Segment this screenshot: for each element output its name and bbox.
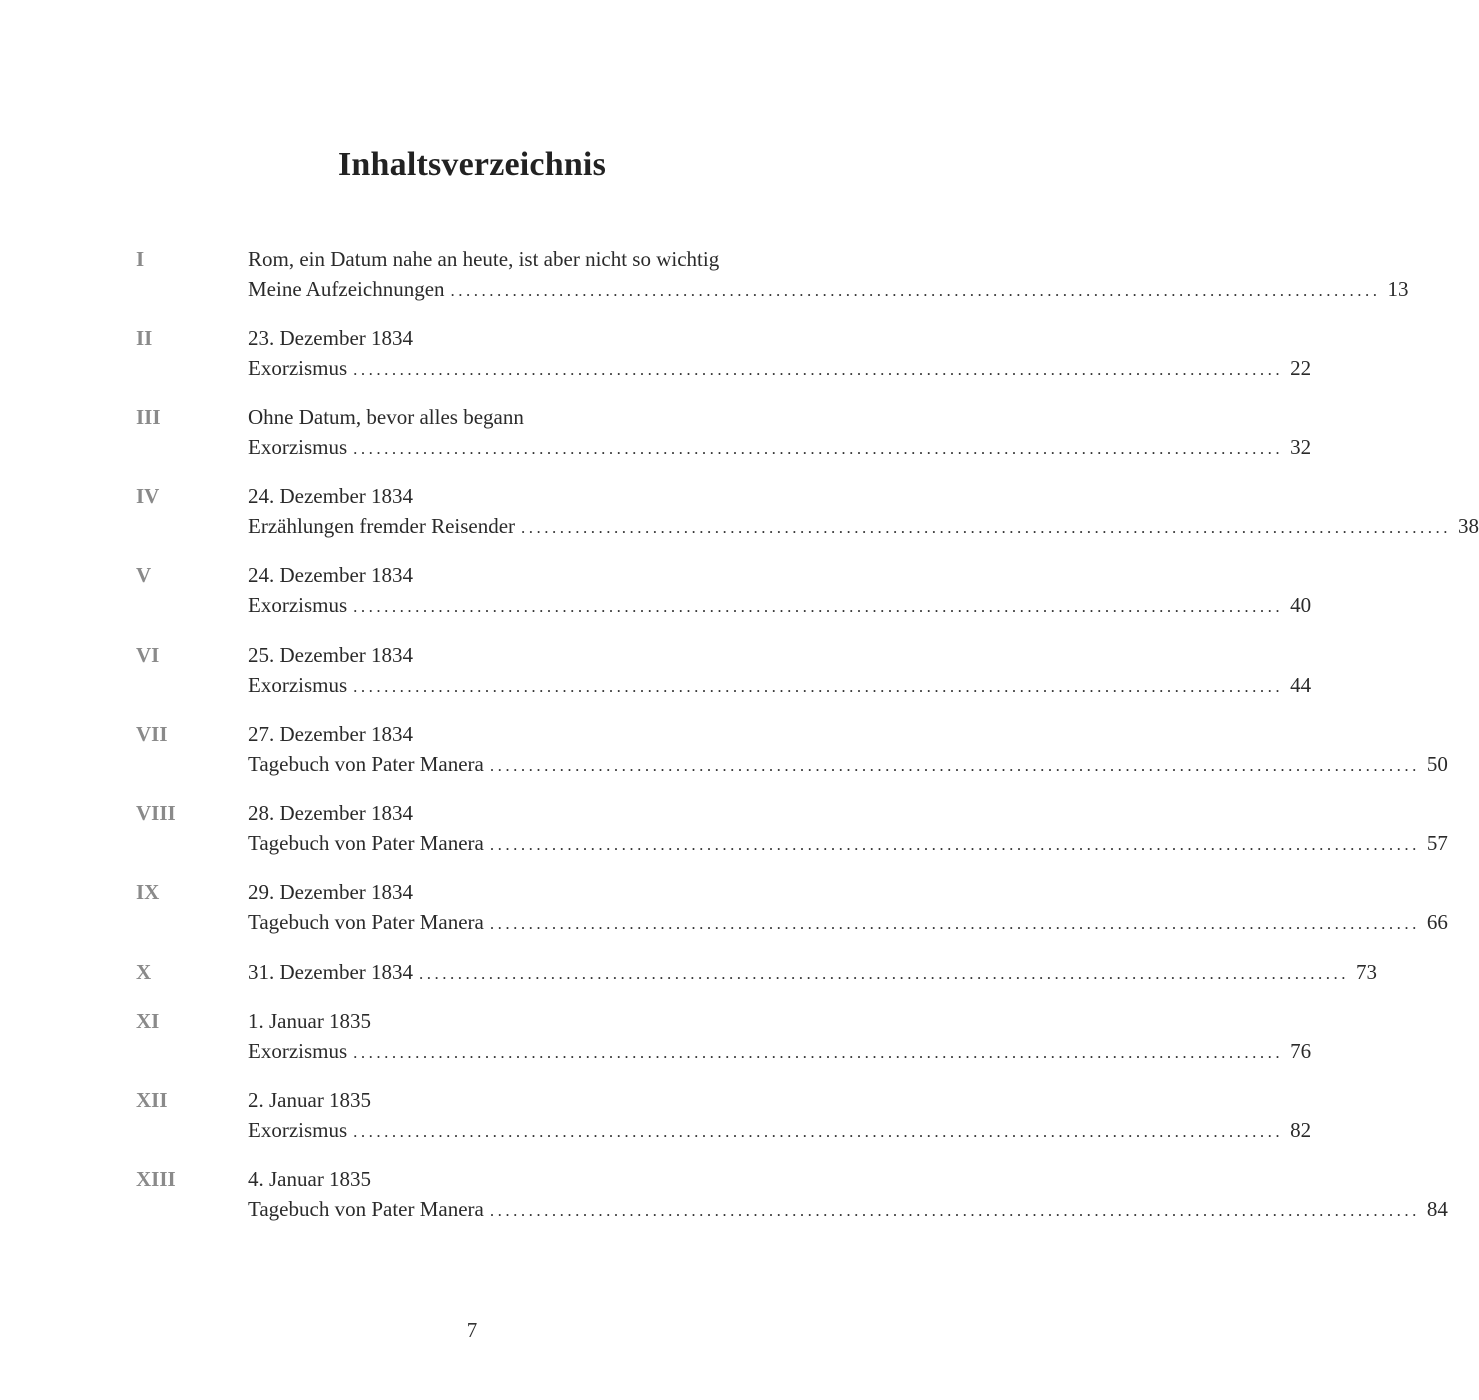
page-number: 66	[1426, 910, 1448, 934]
chapter-subtitle: Exorzismus	[248, 356, 348, 380]
chapter-subtitle: Exorzismus	[248, 435, 348, 459]
chapter-numeral: II	[136, 326, 153, 350]
chapter-subtitle-line	[248, 1194, 1448, 1224]
dot-leader: ........................................................................................................................	[353, 677, 1284, 696]
dot-leader: ........................................................................................................................	[489, 835, 1420, 854]
chapter-subtitle: Erzählungen fremder Reisender	[248, 514, 516, 538]
dot-leader: ........................................................................................................................	[353, 439, 1284, 458]
chapter-heading: 25. Dezember 1834	[248, 643, 414, 667]
chapter-heading: 24. Dezember 1834	[248, 563, 414, 587]
page-number: 57	[1426, 831, 1448, 855]
chapter-numeral: XII	[136, 1088, 168, 1112]
chapter-heading: 27. Dezember 1834	[248, 722, 414, 746]
chapter-subtitle: Exorzismus	[248, 593, 348, 617]
chapter-heading: 28. Dezember 1834	[248, 801, 414, 825]
chapter-subtitle-line	[248, 1036, 1312, 1066]
chapter-heading: 2. Januar 1835	[248, 1088, 372, 1112]
chapter-numeral: XIII	[136, 1167, 176, 1191]
footer-page-number: 7	[466, 1318, 478, 1342]
page-number: 73	[1356, 960, 1378, 984]
dot-leader: ........................................................................................................................	[419, 964, 1350, 983]
chapter-numeral: VI	[136, 643, 160, 667]
dot-leader: ........................................................................................................................	[489, 914, 1420, 933]
chapter-subtitle-line	[248, 511, 1479, 541]
page-number: 40	[1290, 593, 1312, 617]
chapter-subtitle: Tagebuch von Pater Manera	[248, 1197, 484, 1221]
chapter-numeral: I	[136, 247, 145, 271]
chapter-subtitle-line	[248, 957, 1378, 987]
chapter-numeral: VII	[136, 722, 168, 746]
dot-leader: ........................................................................................................................	[489, 756, 1420, 775]
dot-leader: ........................................................................................................................	[353, 1122, 1284, 1141]
chapter-heading: 24. Dezember 1834	[248, 484, 414, 508]
page-number: 13	[1387, 277, 1409, 301]
chapter-subtitle: 31. Dezember 1834	[248, 960, 414, 984]
page-number: 38	[1458, 514, 1479, 538]
chapter-numeral: VIII	[136, 801, 176, 825]
chapter-subtitle: Tagebuch von Pater Manera	[248, 910, 484, 934]
chapter-subtitle-line	[248, 670, 1312, 700]
page-number: 22	[1290, 356, 1312, 380]
page-title: Inhaltsverzeichnis	[337, 146, 607, 183]
dot-leader: ........................................................................................................................	[353, 597, 1284, 616]
page-number: 50	[1426, 752, 1448, 776]
chapter-subtitle: Meine Aufzeichnungen	[248, 277, 445, 301]
page-number: 82	[1290, 1118, 1312, 1142]
dot-leader: ........................................................................................................................	[450, 281, 1381, 300]
chapter-subtitle: Tagebuch von Pater Manera	[248, 831, 484, 855]
chapter-subtitle-line	[248, 749, 1448, 779]
dot-leader: ........................................................................................................................	[489, 1201, 1420, 1220]
chapter-heading: 1. Januar 1835	[248, 1009, 372, 1033]
chapter-heading: Rom, ein Datum nahe an heute, ist aber nicht so wichtig	[248, 247, 720, 271]
chapter-numeral: III	[136, 405, 161, 429]
chapter-heading: 4. Januar 1835	[248, 1167, 372, 1191]
chapter-numeral: X	[136, 960, 152, 984]
chapter-subtitle-line	[248, 907, 1448, 937]
chapter-subtitle-line	[248, 353, 1312, 383]
chapter-subtitle-line	[248, 1115, 1312, 1145]
chapter-heading: 23. Dezember 1834	[248, 326, 414, 350]
dot-leader: ........................................................................................................................	[353, 360, 1284, 379]
page-number: 44	[1290, 673, 1312, 697]
chapter-heading: Ohne Datum, bevor alles begann	[248, 405, 524, 429]
chapter-numeral: IV	[136, 484, 160, 508]
page-number: 84	[1426, 1197, 1448, 1221]
chapter-subtitle: Exorzismus	[248, 673, 348, 697]
page-number: 32	[1290, 435, 1312, 459]
chapter-subtitle-line	[248, 274, 1409, 304]
dot-leader: ........................................................................................................................	[353, 1043, 1284, 1062]
chapter-subtitle-line	[248, 432, 1312, 462]
chapter-subtitle-line	[248, 590, 1312, 620]
page-number: 76	[1290, 1039, 1312, 1063]
chapter-subtitle: Tagebuch von Pater Manera	[248, 752, 484, 776]
chapter-heading: 29. Dezember 1834	[248, 880, 414, 904]
chapter-subtitle: Exorzismus	[248, 1039, 348, 1063]
dot-leader: ........................................................................................................................	[521, 518, 1452, 537]
chapter-numeral: V	[136, 563, 152, 587]
chapter-subtitle: Exorzismus	[248, 1118, 348, 1142]
chapter-subtitle-line	[248, 828, 1448, 858]
chapter-numeral: IX	[136, 880, 160, 904]
chapter-numeral: XI	[136, 1009, 160, 1033]
